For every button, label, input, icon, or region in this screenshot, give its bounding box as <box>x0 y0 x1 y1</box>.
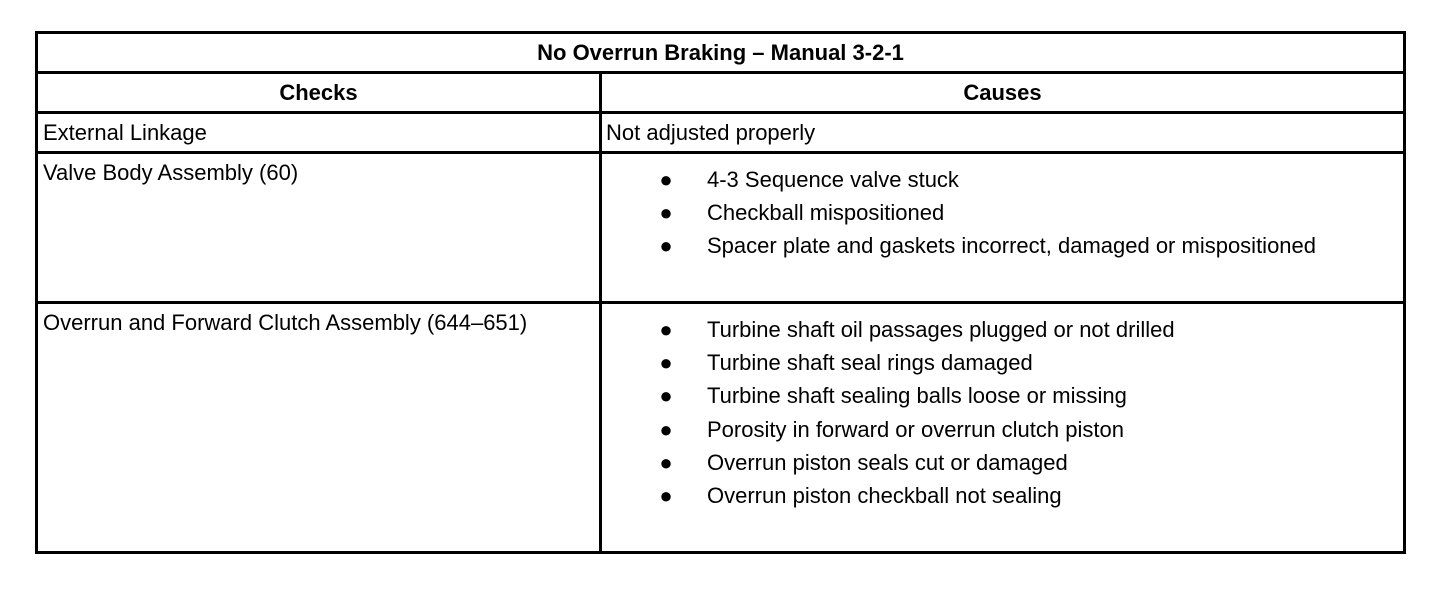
cause-list <box>602 154 1403 263</box>
table-row <box>37 113 1405 153</box>
bullet-icon: ● <box>659 200 673 226</box>
bullet-icon: ● <box>659 233 673 259</box>
header-causes: Causes <box>601 73 1405 113</box>
list-item <box>602 446 1403 479</box>
list-item <box>602 196 1403 229</box>
list-item <box>602 229 1403 262</box>
header-checks: Checks <box>37 73 601 113</box>
cause-item-text: 4-3 Sequence valve stuck <box>707 167 959 192</box>
table-row <box>37 153 1405 303</box>
table-title-row <box>37 33 1405 73</box>
cause-label: Not adjusted properly <box>606 120 816 145</box>
bullet-icon: ● <box>659 383 673 409</box>
list-item <box>602 479 1403 512</box>
check-cell <box>37 113 601 153</box>
cause-item-text: Overrun piston checkball not sealing <box>707 483 1062 509</box>
bullet-icon: ● <box>659 483 673 509</box>
bullet-icon: ● <box>659 416 673 442</box>
diagnosis-table <box>35 31 1406 554</box>
check-cell <box>37 153 601 303</box>
list-item <box>602 163 1403 196</box>
table-header-row <box>37 73 1405 113</box>
cause-cell <box>601 153 1405 303</box>
check-label: Overrun and Forward Clutch Assembly (644–651) <box>43 310 528 335</box>
cause-item-text: Checkball mispositioned <box>707 200 945 226</box>
bullet-icon: ● <box>659 317 673 342</box>
cause-list <box>602 304 1403 512</box>
bullet-icon: ● <box>659 449 673 475</box>
cause-item-text: Turbine shaft sealing balls loose or missing <box>707 383 1127 409</box>
cause-item-text: Spacer plate and gaskets incorrect, damaged or mispositioned <box>707 233 1317 259</box>
cause-item-text: Turbine shaft oil passages plugged or not drilled <box>707 317 1175 342</box>
check-label: External Linkage <box>43 120 207 145</box>
cause-item-text: Turbine shaft seal rings damaged <box>707 350 1033 376</box>
list-item <box>602 313 1403 346</box>
cause-item-text: Porosity in forward or overrun clutch piston <box>707 416 1124 442</box>
list-item <box>602 413 1403 446</box>
list-item <box>602 379 1403 412</box>
list-item <box>602 346 1403 379</box>
cause-cell <box>601 113 1405 153</box>
check-cell <box>37 303 601 553</box>
cause-item-text: Overrun piston seals cut or damaged <box>707 449 1068 475</box>
check-label: Valve Body Assembly (60) <box>43 160 299 185</box>
table-row <box>37 303 1405 553</box>
table-title: No Overrun Braking – Manual 3-2-1 <box>37 33 1405 73</box>
bullet-icon: ● <box>659 167 673 192</box>
cause-cell <box>601 303 1405 553</box>
bullet-icon: ● <box>659 350 673 376</box>
